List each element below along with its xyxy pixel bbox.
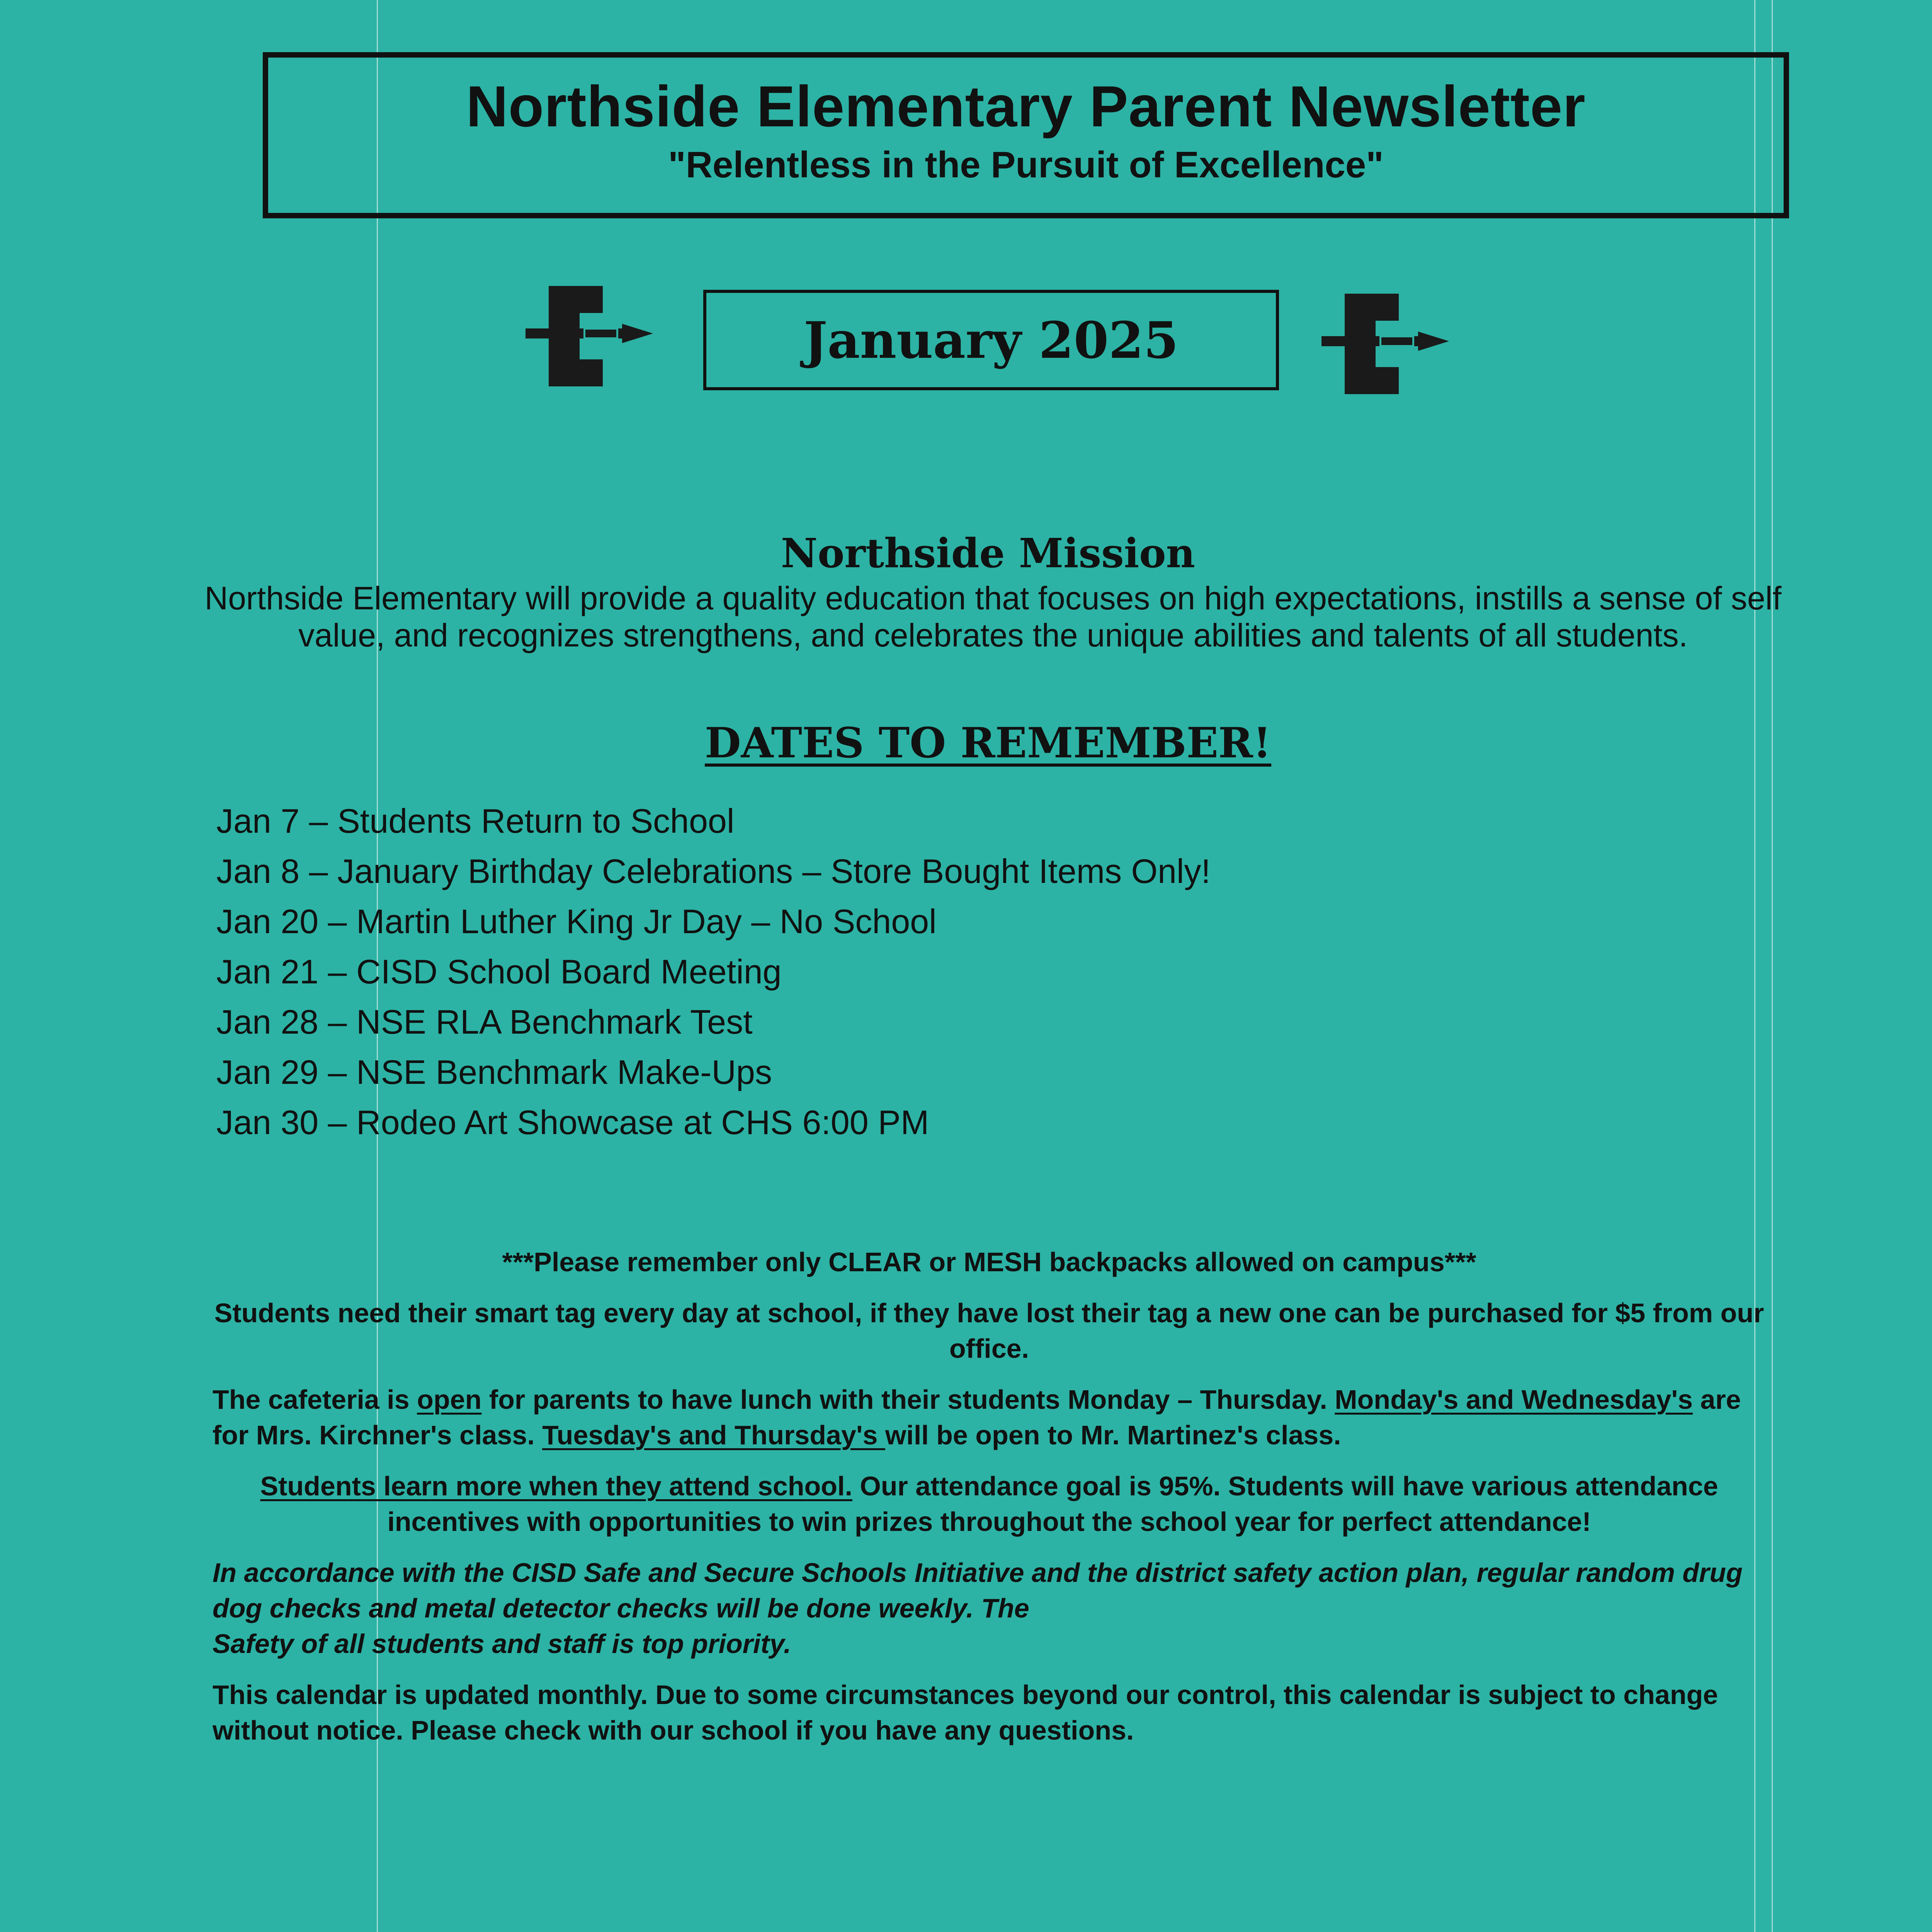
c-pencil-logo-icon [526,278,657,394]
cafeteria-text: The cafeteria is [213,1384,417,1415]
cafeteria-notice [213,1382,1766,1453]
notices [213,1244,1766,1764]
scan-edge-right [1772,0,1773,1932]
c-pencil-logo-icon [1321,286,1453,402]
cafeteria-text: will be open to Mr. Martinez's class. [885,1420,1341,1450]
newsletter-tagline: "Relentless in the Pursuit of Excellence" [668,144,1384,185]
newsletter-header [263,52,1789,218]
safety-line-1: In accordance with the CISD Safe and Secure Schools Initiative and the district safety action plan, regular random drug dog checks and metal detector checks will be done weekly. The [213,1558,1743,1623]
attendance-lead: Students learn more when they attend school. [260,1471,852,1501]
date-item: Jan 7 – Students Return to School [216,802,735,840]
newsletter-month: January 2025 [703,290,1279,390]
attendance-notice [213,1468,1766,1539]
date-item: Jan 8 – January Birthday Celebrations – Store Bought Items Only! [216,852,1211,890]
dates-heading: DATES TO REMEMBER! [704,719,1272,767]
dates-list [216,796,1211,1148]
calendar-notice: This calendar is updated monthly. Due to some circumstances beyond our control, this calendar is subject to change without notice. Please check with our school if you have any questions. [213,1680,1718,1745]
date-item: Jan 20 – Martin Luther King Jr Day – No School [216,902,937,940]
newsletter-title: Northside Elementary Parent Newsletter [466,74,1586,139]
cafeteria-open: open [417,1384,482,1415]
smart-tag-notice: Students need their smart tag every day at school, if they have lost their tag a new one can be purchased for $5 from our office. [214,1298,1764,1364]
date-item: Jan 21 – CISD School Board Meeting [216,952,782,991]
mission-heading: Northside Mission [781,529,1196,577]
date-item: Jan 30 – Rodeo Art Showcase at CHS 6:00 PM [216,1103,929,1141]
cafeteria-tue-thu: Tuesday's and Thursday's [542,1420,885,1450]
cafeteria-text: for parents to have lunch with their students Monday – Thursday. [481,1384,1335,1415]
mission-text: Northside Elementary will provide a quality education that focuses on high expectations, instills a sense of self value, and recognizes strengthens, and celebrates the unique abilities and talents of all students. [204,580,1782,653]
attendance-text: Our attendance goal is 95%. Students will have various attendance incentives with opportunities to win prizes throughout the school year for perfect attendance! [387,1471,1718,1537]
safety-line-2: Safety of all students and staff is top priority. [213,1629,791,1659]
date-item: Jan 29 – NSE Benchmark Make-Ups [216,1053,772,1091]
safety-notice [213,1555,1766,1662]
date-item: Jan 28 – NSE RLA Benchmark Test [216,1003,753,1041]
cafeteria-text: are for Mrs. Kirchner's class. [213,1384,1741,1450]
cafeteria-mon-wed: Monday's and Wednesday's [1335,1384,1693,1415]
backpack-notice: ***Please remember only CLEAR or MESH backpacks allowed on campus*** [502,1247,1476,1277]
